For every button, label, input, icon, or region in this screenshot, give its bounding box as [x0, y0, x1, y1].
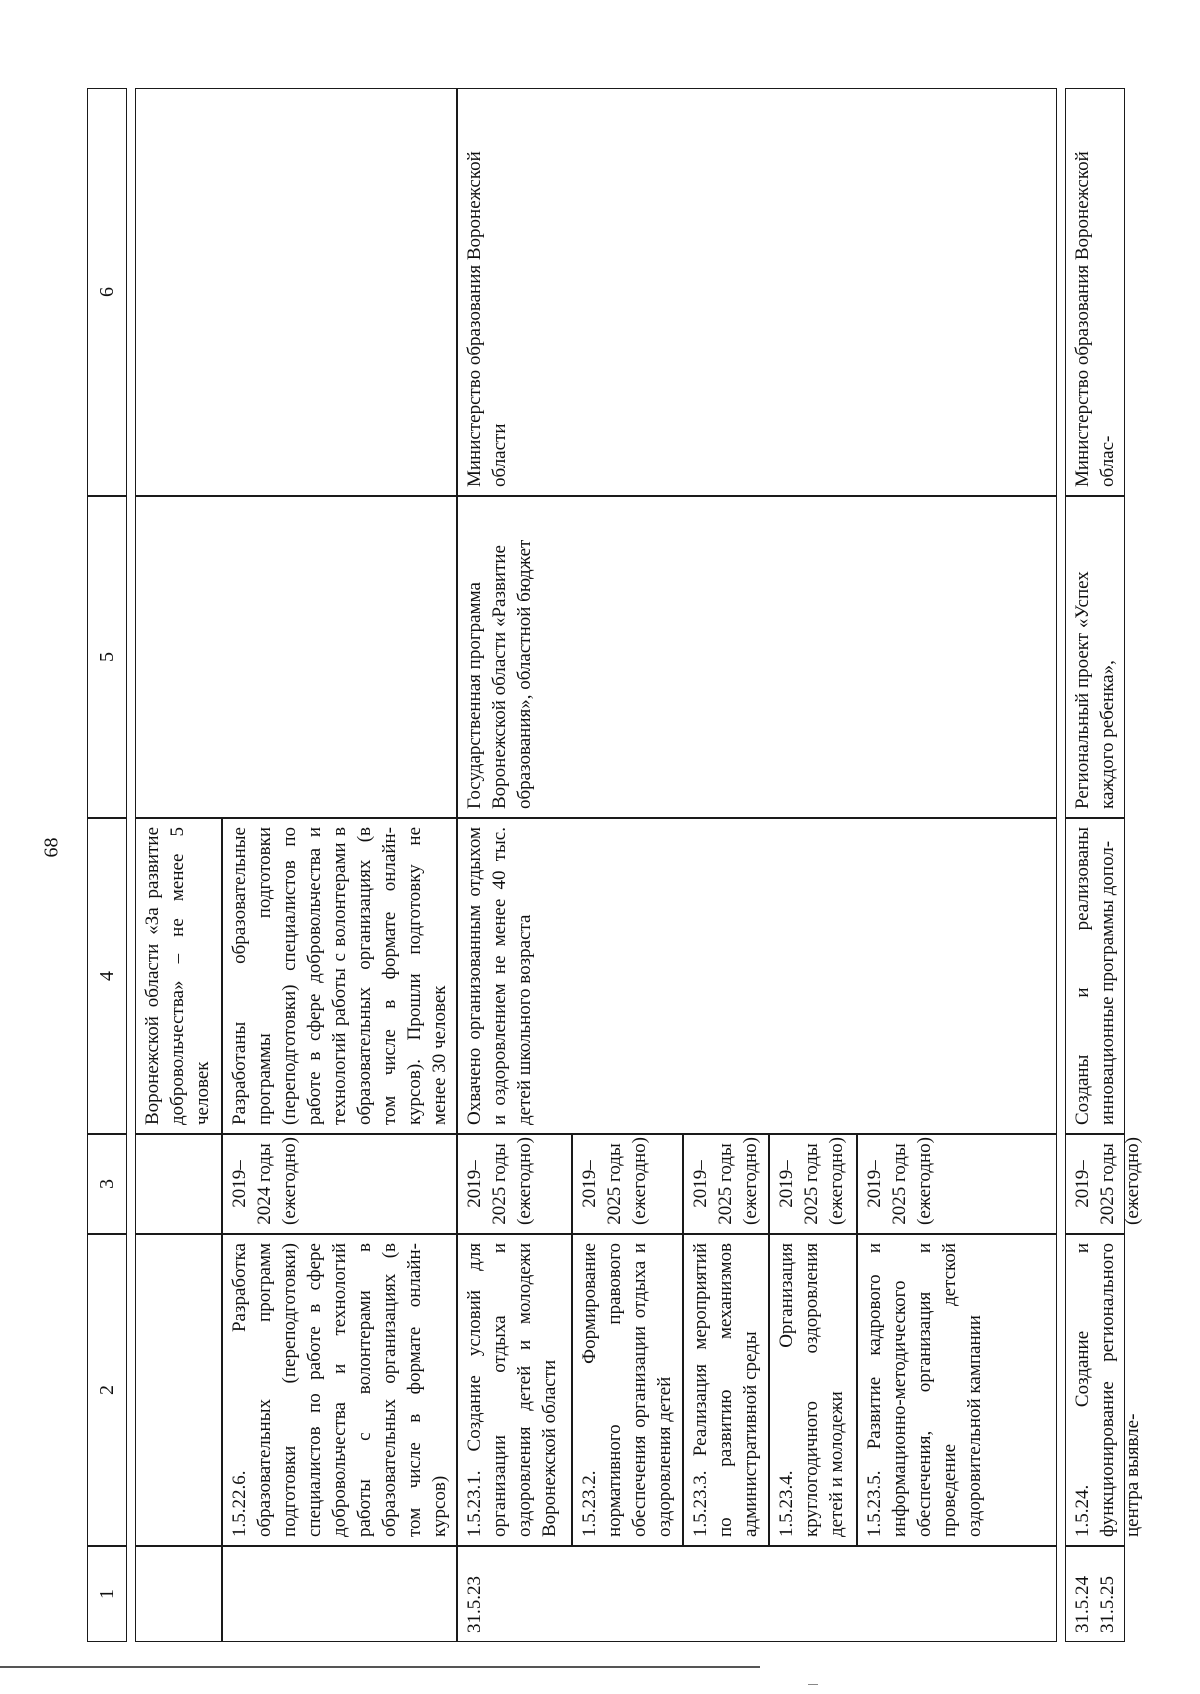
header-col-2: 2 — [87, 1234, 127, 1546]
table — [87, 88, 1143, 1642]
scan-speck — [808, 1684, 818, 1685]
header-col-3: 3 — [87, 1134, 127, 1234]
row-0-col-4: Воронежской области «За развитие добровольчества» – не менее 5 человек — [135, 818, 222, 1134]
row-3-col-3: 2019–2025 годы (ежегодно) — [572, 1134, 683, 1234]
row-7-col-5: Региональный проект «Успех каждого ребенка», — [1065, 496, 1125, 818]
row-7-col-4: Созданы и реализованы инновационные программы допол- — [1065, 818, 1125, 1134]
row-0-col-2 — [135, 1234, 222, 1546]
header-col-5: 5 — [87, 496, 127, 818]
row-4-col-2: 1.5.23.3. Реализация мероприятий по развитию механизмов административной среды — [683, 1234, 769, 1546]
row-1-col-2: 1.5.22.6. Разработка образовательных программ подготовки (переподготовки) специалистов по работе в сфере добровольчества и технологий работы с волонтерами в образовательных организациях (в том числе в формате онлайн-курсов) — [222, 1234, 457, 1546]
row-2-col-1: 31.5.23 — [457, 1546, 1057, 1642]
row-5-col-2: 1.5.23.4. Организация круглогодичного оздоровления детей и молодежи — [769, 1234, 857, 1546]
row-2-col-4: Охвачено организованным отдыхом и оздоровлением не менее 40 тыс. детей школьного возраста — [457, 818, 1057, 1134]
row-6-col-3: 2019–2025 годы (ежегодно) — [857, 1134, 1057, 1234]
row-3-col-2: 1.5.23.2. Формирование нормативного правового обеспечения организации отдыха и оздоровления детей — [572, 1234, 683, 1546]
row-2-col-3: 2019–2025 годы (ежегодно) — [457, 1134, 572, 1234]
row-5-col-3: 2019–2025 годы (ежегодно) — [769, 1134, 857, 1234]
row-2-col-2: 1.5.23.1. Создание условий для организации отдыха и оздоровления детей и молодежи Воронежской области — [457, 1234, 572, 1546]
row-6-col-2: 1.5.23.5. Развитие кадрового и информационно-методического обеспечения, организация и проведение детской оздоровительной кампании — [857, 1234, 1057, 1546]
rows-0-1-col-6 — [135, 88, 457, 496]
row-2-col-5: Государственная программа Воронежской области «Развитие образования», областной бюджет — [457, 496, 1057, 818]
row-7-col-2: 1.5.24. Создание и функционирование регионального центра выявле- — [1065, 1234, 1125, 1546]
header-col-4: 4 — [87, 818, 127, 1134]
row-0-col-1 — [135, 1546, 222, 1642]
header-col-6: 6 — [87, 88, 127, 496]
row-7-col-3: 2019–2025 годы (ежегодно) — [1065, 1134, 1125, 1234]
row-1-col-1 — [222, 1546, 457, 1642]
scan-edge-line — [0, 1666, 760, 1668]
table-rotated-content — [87, 88, 1143, 1642]
row-4-col-3: 2019–2025 годы (ежегодно) — [683, 1134, 769, 1234]
header-col-1: 1 — [87, 1546, 127, 1642]
row-7-col-1: 31.5.24 31.5.25 — [1065, 1546, 1125, 1642]
rows-0-1-col-5 — [135, 496, 457, 818]
row-1-col-3: 2019–2024 годы (ежегодно) — [222, 1134, 457, 1234]
row-7-col-6: Министерство образования Воронежской облас- — [1065, 88, 1125, 496]
row-1-col-4: Разработаны образовательные программы подготовки (переподготовки) специалистов по работе в сфере добровольчества и технологий работы с волонтерами в образовательных организациях (в том числе в формате онлайн-курсов). Прошли подготовку не менее 30 человек — [222, 818, 457, 1134]
page-number — [40, 834, 64, 860]
page-number-text: 68 — [40, 837, 63, 857]
row-2-col-6: Министерство образования Воронежской области — [457, 88, 1057, 496]
row-0-col-3 — [135, 1134, 222, 1234]
